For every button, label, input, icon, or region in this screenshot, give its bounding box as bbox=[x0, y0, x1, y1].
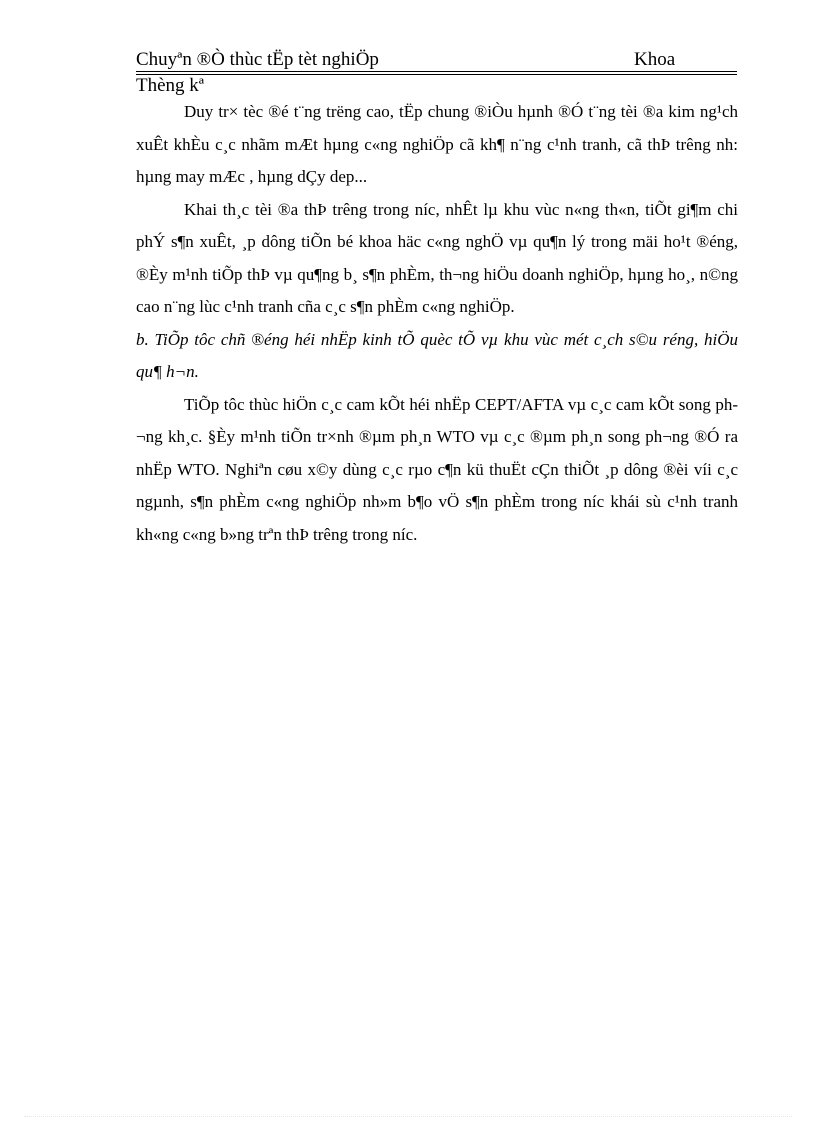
paragraph: TiÕp tôc thùc hiÖn c¸c cam kÕt héi nhËp CEPT/AFTA vµ c¸c cam kÕt song ph¬ng kh¸c. §Èy m¹nh tiÕn tr×nh ®µm ph¸n WTO vµ c¸c ®µm ph¸n song ph¬ng ®Ó ra nhËp WTO. Nghiªn cøu x©y dùng c¸c rµo c¶n kü thuËt cÇn thiÕt ¸p dông ®èi víi c¸c ngµnh, s¶n phÈm c«ng nghiÖp nh»m b¶o vÖ s¶n phÈm trong níc khái sù c¹nh tranh kh«ng c«ng b»ng trªn thÞ trêng trong níc. bbox=[136, 394, 738, 544]
header-rule-bottom bbox=[136, 74, 737, 75]
page-bottom-border bbox=[24, 1116, 792, 1117]
paragraph: Khai th¸c tèi ®a thÞ trêng trong níc, nhÊt lµ khu vùc n«ng th«n, tiÕt gi¶m chi phÝ s¶n xuÊt, ¸p dông tiÕn bé khoa häc c«ng nghÖ vµ qu¶n lý trong mäi ho¹t ®éng, ®Èy m¹nh tiÕp thÞ vµ qu¶ng b¸ s¶n phÈm, th¬ng hiÖu doanh nghiÖp, hµng ho¸, n©ng cao n¨ng lùc c¹nh tranh cña c¸c s¶n phÈm c«ng nghiÖp. bbox=[136, 199, 738, 316]
header-right-label: Khoa bbox=[634, 49, 676, 70]
header-title: Chuyªn ®Ò thùc tËp tèt nghiÖp bbox=[136, 49, 379, 70]
page-header bbox=[136, 48, 737, 72]
header-subtitle: Thèng kª bbox=[136, 75, 205, 96]
section-heading: b. TiÕp tôc chñ ®éng héi nhËp kinh tÕ quèc tÕ vµ khu vùc mét c¸ch s©u réng, hiÖu qu¶ h¬n. bbox=[136, 329, 738, 381]
paragraph: Duy tr× tèc ®é t¨ng trëng cao, tËp chung ®iÒu hµnh ®Ó t¨ng tèi ®a kim ng¹ch xuÊt khÈu c¸c nhãm mÆt hµng c«ng nghiÖp cã kh¶ n¨ng c¹nh tranh, cã thÞ trêng nh: hµng may mÆc , hµng dÇy dep... bbox=[136, 102, 738, 186]
header-rule-top bbox=[136, 71, 737, 72]
document-body bbox=[136, 96, 738, 551]
